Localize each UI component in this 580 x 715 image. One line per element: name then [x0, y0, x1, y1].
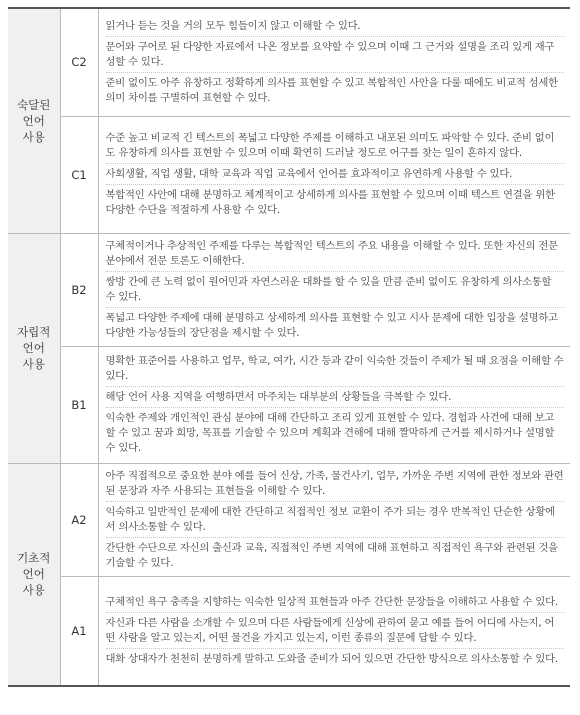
descriptor-item: 문어와 구어로 된 다양한 자료에서 나온 정보를 요약할 수 있으며 이때 그 근거와 설명을 조리 있게 재구성할 수 있다.	[106, 36, 565, 72]
group-cell-basic	[8, 463, 60, 686]
descriptor-item: 복합적인 사안에 대해 분명하고 체계적이고 상세하게 의사를 표현할 수 있으며 이때 텍스트 연결을 위한 다양한 수단을 적절하게 사용할 수 있다.	[106, 184, 565, 220]
language-proficiency-table	[8, 7, 570, 687]
group-label: 숙달된 언어 사용	[17, 97, 51, 144]
descriptor-item: 구체적이거나 추상적인 주제를 다루는 복합적인 텍스트의 주요 내용을 이해할 수 있다. 또한 자신의 전문 분야에서 전문 토론도 이해한다.	[105, 239, 558, 267]
descriptor-item: 명확한 표준어를 사용하고 업무, 학교, 여가, 시간 등과 같이 익숙한 것들이 주제가 될 때 요점을 이해할 수 있다.	[105, 354, 564, 382]
descriptor-item: 읽거나 듣는 것을 거의 모두 힘들이지 않고 이해할 수 있다.	[105, 19, 361, 32]
level-description-a2	[98, 463, 570, 576]
table-row-b2	[8, 233, 570, 346]
level-code-b1: B1	[60, 346, 98, 463]
descriptor-item: 자신과 다른 사람을 소개할 수 있으며 다른 사람들에게 신상에 관하여 묻고 예를 들어 어디에 사는지, 어떤 사람을 알고 있는지, 어떤 물건을 가지고 있는지, 이런 종류의 질문에 답할 수 있다.	[106, 612, 565, 648]
table-row-b1	[8, 346, 570, 463]
descriptor-item: 아주 직접적으로 중요한 분야 예를 들어 신상, 가족, 물건사기, 업무, 가까운 주변 지역에 관한 정보와 관련된 문장과 자주 사용되는 표현들을 이해할 수 있다.	[105, 469, 564, 497]
descriptor-item: 익숙하고 일반적인 문제에 대한 간단하고 직접적인 정보 교환이 주가 되는 경우 반복적인 단순한 상황에서 의사소통할 수 있다.	[106, 501, 565, 537]
group-cell-independent	[8, 233, 60, 463]
group-label: 기초적 언어 사용	[17, 551, 51, 598]
level-code-c1: C1	[60, 116, 98, 233]
level-code-c2: C2	[60, 8, 98, 116]
descriptor-item: 준비 없이도 아주 유창하고 정확하게 의사를 표현할 수 있고 복합적인 사안을 다룰 때에도 비교적 섬세한 의미 차이를 구별하여 표현할 수 있다.	[106, 72, 565, 108]
descriptor-item: 수준 높고 비교적 긴 텍스트의 폭넓고 다양한 주제를 이해하고 내포된 의미도 파악할 수 있다. 준비 없이도 유창하게 의사를 표현할 수 있으며 이때 확연히 드러날 정도로 어구를 찾는 일이 흔하지 않다.	[105, 132, 555, 159]
group-label: 자립적 언어 사용	[17, 325, 51, 371]
level-description-a1	[98, 576, 570, 686]
descriptor-item: 대화 상대자가 천천히 분명하게 말하고 도와줄 준비가 되어 있으면 간단한 방식으로 의사소통할 수 있다.	[106, 648, 565, 669]
level-description-c2	[98, 8, 570, 116]
level-code-a1: A1	[60, 576, 98, 686]
table-row-c1	[8, 116, 570, 233]
level-code-a2: A2	[60, 463, 98, 576]
descriptor-item: 익숙한 주제와 개인적인 관심 분야에 대해 간단하고 조리 있게 표현할 수 있다. 경험과 사건에 대해 보고할 수 있고 꿈과 희망, 목표를 기술할 수 있으며 계획과 견해에 대해 짤막하게 근거를 제시하거나 설명할 수 있다.	[106, 407, 565, 458]
descriptor-item: 해당 언어 사용 지역을 여행하면서 마주치는 대부분의 상황들을 극복할 수 있다.	[106, 386, 565, 407]
level-description-b2	[98, 233, 570, 346]
level-code-b2: B2	[60, 233, 98, 346]
level-description-c1	[98, 116, 570, 233]
descriptor-item: 쌍방 간에 큰 노력 없이 원어민과 자연스러운 대화를 할 수 있을 만큼 준비 없이도 유창하게 의사소통할 수 있다.	[106, 271, 565, 307]
descriptor-item: 구체적인 욕구 충족을 지향하는 익숙한 일상적 표현들과 아주 간단한 문장들을 이해하고 사용할 수 있다.	[105, 595, 558, 608]
descriptor-item: 폭넓고 다양한 주제에 대해 분명하고 상세하게 의사를 표현할 수 있고 시사 문제에 대한 입장을 설명하고 다양한 가능성들의 장단점을 제시할 수 있다.	[106, 307, 565, 343]
group-cell-proficient	[8, 8, 60, 233]
descriptor-item: 간단한 수단으로 자신의 출신과 교육, 직접적인 주변 지역에 대해 표현하고 직접적인 욕구와 관련된 것을 기술할 수 있다.	[106, 537, 565, 573]
descriptor-item: 사회생활, 직업 생활, 대학 교육과 직업 교육에서 언어를 효과적이고 유연하게 사용할 수 있다.	[106, 163, 565, 184]
table-row-a2	[8, 463, 570, 576]
table-row-c2	[8, 8, 570, 116]
level-description-b1	[98, 346, 570, 463]
table-row-a1	[8, 576, 570, 686]
